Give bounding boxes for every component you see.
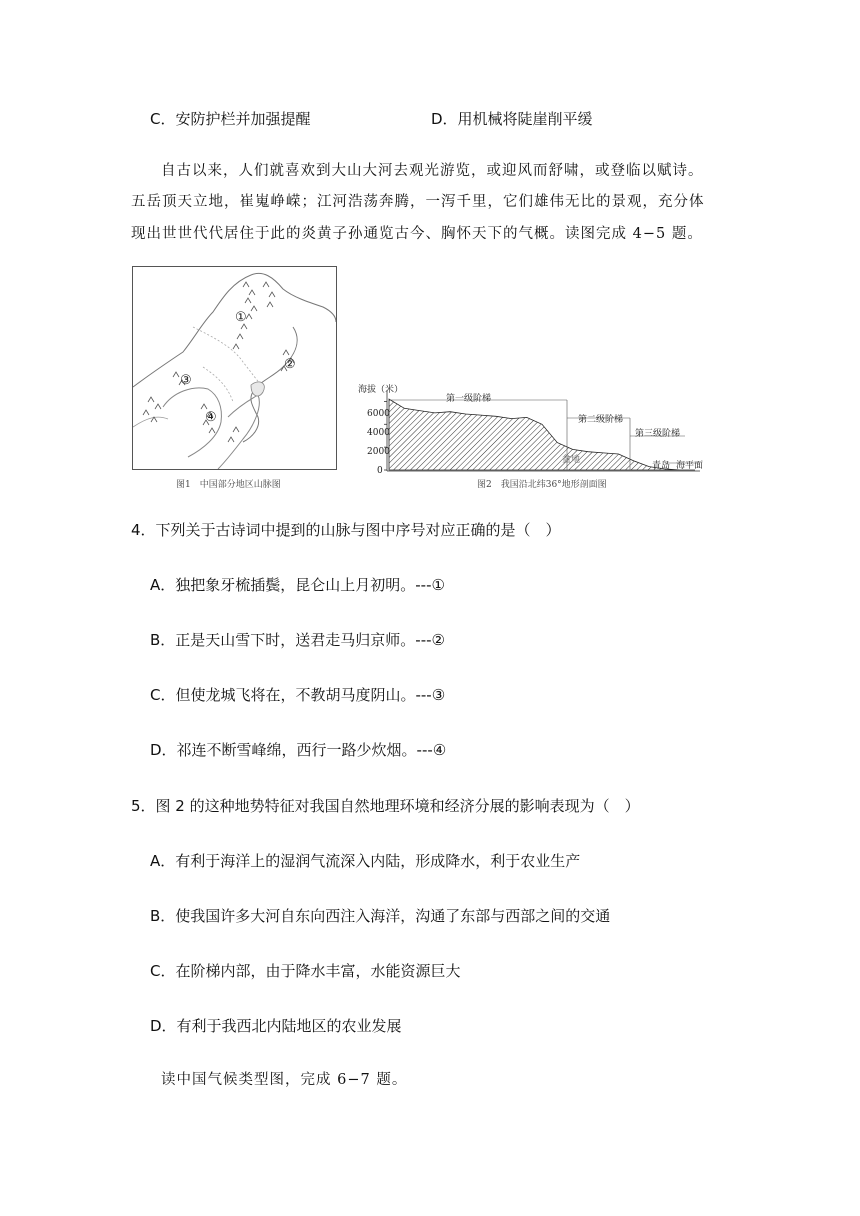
option-c-prev: C．安防护栏并加强提醒 xyxy=(150,110,311,128)
figure2-caption: 图2 我国沿北纬36°地形剖面图 xyxy=(477,480,607,490)
ytick-2000: 2000 xyxy=(367,447,390,457)
intro-line-1: 自古以来，人们就喜欢到大山大河去观光游览，或迎风而舒啸，或登临以赋诗。 xyxy=(161,163,704,179)
marker-1: ① xyxy=(235,310,247,325)
option-d-prev: D．用机械将陡崖削平缓 xyxy=(431,110,593,128)
outro-text: 读中国气候类型图，完成 6−7 题。 xyxy=(161,1072,408,1088)
sea-level-label: 海平面 xyxy=(676,461,704,471)
q4-option-b: B．正是天山雪下时，送君走马归京师。---② xyxy=(150,631,445,649)
q5-option-c: C．在阶梯内部，由于降水丰富，水能资源巨大 xyxy=(150,962,461,980)
step2-label: 第二级阶梯 xyxy=(578,415,624,425)
step3-label: 第三级阶梯 xyxy=(635,429,681,439)
ytick-4000: 4000 xyxy=(367,428,390,438)
q5-option-b: B．使我国许多大河自东向西注入海洋，沟通了东部与西部之间的交通 xyxy=(150,907,611,925)
mountain-map-graphic xyxy=(133,267,336,469)
marker-2: ② xyxy=(284,357,296,372)
q4-option-a: A．独把象牙梳插鬓，昆仑山上月初明。---① xyxy=(150,576,445,594)
q4-stem: 4．下列关于古诗词中提到的山脉与图中序号对应正确的是（ ） xyxy=(131,521,561,539)
intro-line-3: 现出世世代代居住于此的炎黄子孙通览古今、胸怀天下的气概。读图完成 4−5 题。 xyxy=(131,226,703,242)
basin-label: 盆地 xyxy=(562,455,581,465)
ytick-0: 0 xyxy=(377,466,383,476)
marker-3: ③ xyxy=(180,373,192,388)
q4-option-c: C．但使龙城飞将在，不教胡马度阴山。---③ xyxy=(150,686,446,704)
qingdao-label: 青岛 xyxy=(652,461,671,471)
q4-option-d: D．祁连不断雪峰绵，西行一路少炊烟。---④ xyxy=(150,741,447,759)
y-axis-label: 海拔（米） xyxy=(358,385,404,395)
q5-stem: 5．图 2 的这种地势特征对我国自然地理环境和经济分展的影响表现为（ ） xyxy=(131,797,640,815)
step1-label: 第一级阶梯 xyxy=(446,394,492,404)
figure1-map xyxy=(132,266,337,470)
figure1-caption: 图1 中国部分地区山脉图 xyxy=(176,480,281,490)
ytick-6000: 6000 xyxy=(367,409,390,419)
marker-4: ④ xyxy=(205,410,217,425)
q5-option-a: A．有利于海洋上的湿润气流深入内陆，形成降水，利于农业生产 xyxy=(150,852,581,870)
intro-line-2: 五岳顶天立地，崔嵬峥嵘；江河浩荡奔腾，一泻千里，它们雄伟无比的景观，充分体 xyxy=(131,194,705,210)
q5-option-d: D．有利于我西北内陆地区的农业发展 xyxy=(150,1017,402,1035)
